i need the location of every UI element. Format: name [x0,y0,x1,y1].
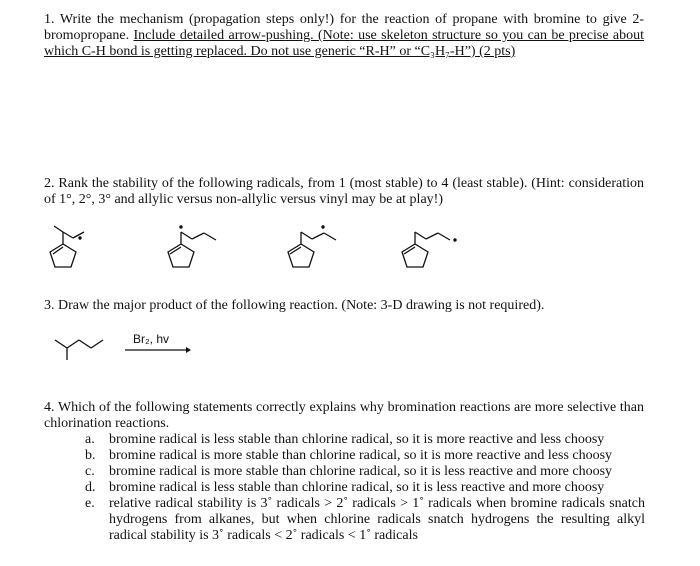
radical-structure-3 [278,222,348,274]
option-text: relative radical stability is 3˚ radicals > 2˚ radicals > 1˚ radicals when bromine radicals snatch hydrogens from alkanes, but when chlorine radicals snatch hydrogens the resulting alkyl radical stability is 3˚ radicals < 2˚ radicals < 1˚ radicals [109,496,645,543]
question-4-text: 4. Which of the following statements correctly explains why bromination reactions are more selective than chlorination reactions. [44,400,644,431]
question-1 [44,12,644,60]
question-3 [44,298,644,314]
option-a[interactable] [85,432,645,448]
reagent-label: Br₂, hv [133,332,169,346]
reactant-structure [52,328,112,362]
option-text: bromine radical is less stable than chlorine radical, so it is less reactive and more choosy [109,480,605,495]
option-e[interactable] [85,496,645,544]
option-letter: c. [85,464,95,479]
option-text: bromine radical is less stable than chlorine radical, so it is more reactive and less choosy [109,432,605,447]
radical-structure-2 [158,222,228,274]
radical-structure-1 [40,222,110,274]
option-letter: e. [85,496,95,511]
reaction-arrow [124,345,192,355]
option-text: bromine radical is more stable than chlorine radical, so it is less reactive and more choosy [109,464,613,479]
question-3-text: 3. Draw the major product of the following reaction. (Note: 3-D drawing is not required). [44,298,545,313]
option-text: bromine radical is more stable than chlorine radical, so it is more reactive and less choosy [109,448,613,463]
option-c[interactable] [85,464,645,480]
question-2 [44,176,644,208]
option-d[interactable] [85,480,645,496]
option-letter: a. [85,432,95,447]
answer-options [85,432,645,544]
option-b[interactable] [85,448,645,464]
option-letter: b. [85,448,96,463]
option-letter: d. [85,480,96,495]
question-4 [44,400,644,432]
question-1-underlined-text: Include detailed arrow-pushing. (Note: use skeleton structure so you can be precise about which C-H bond is getting replaced. Do not use generic “R-H” or “C₃H₇-H”) (2 pts) [44,28,644,59]
question-2-text: 2. Rank the stability of the following radicals, from 1 (most stable) to 4 (least stable). (Hint: consideration of 1°, 2°, 3° and allylic versus non-allylic versus vinyl may be at play!) [44,176,644,207]
question-1-text: 1. Write the mechanism (propagation steps only!) for the reaction of propane with bromine to give 2-bromopropane. [44,12,644,43]
radical-structure-4 [392,222,467,274]
